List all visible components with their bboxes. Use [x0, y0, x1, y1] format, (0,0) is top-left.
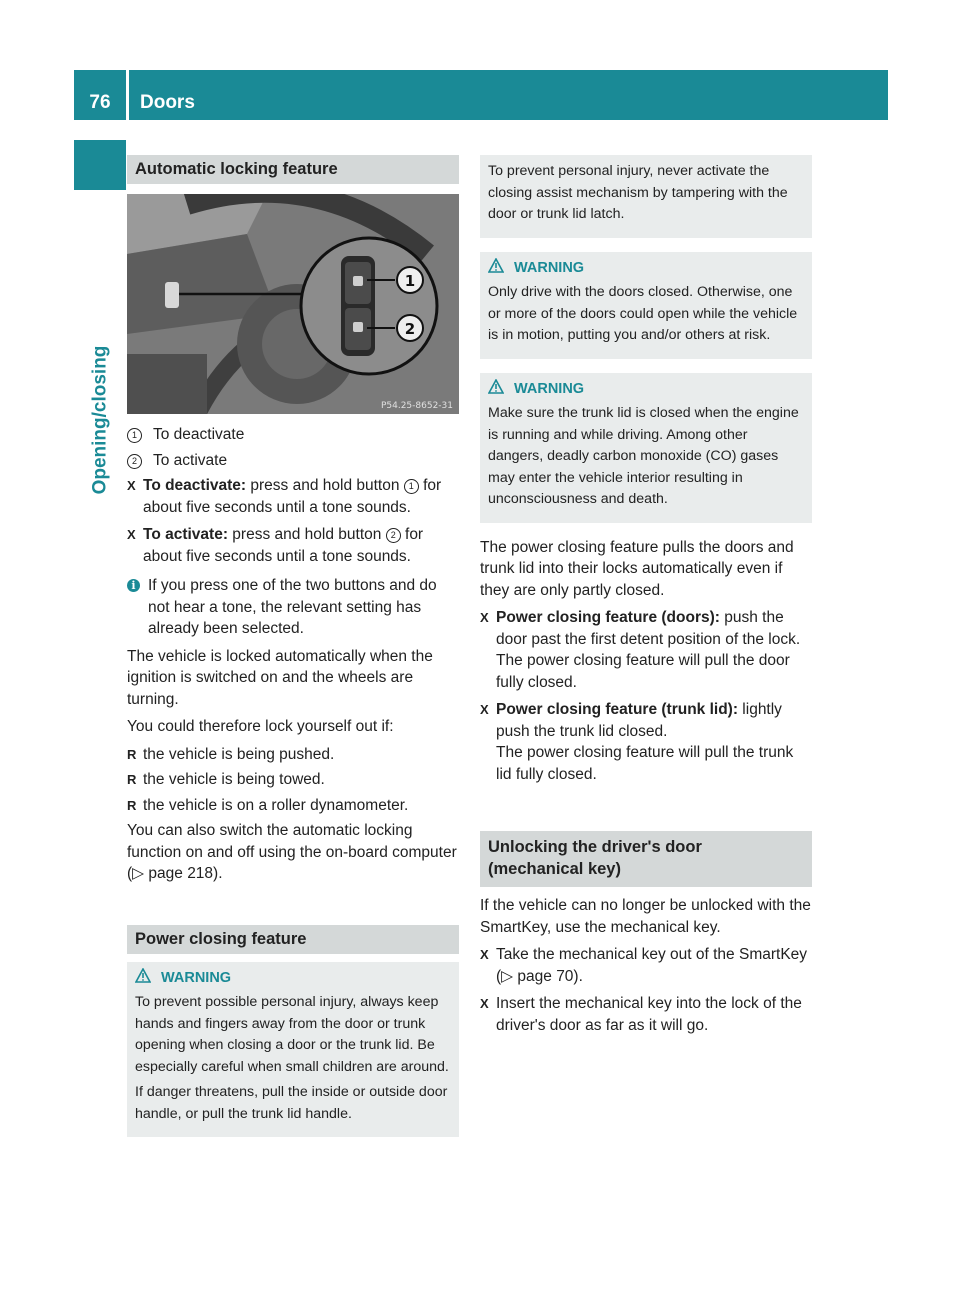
steering-wheel-figure — [127, 194, 459, 414]
legend-item — [127, 450, 459, 472]
page-header — [74, 70, 888, 120]
warning-triangle-icon — [488, 379, 504, 402]
side-chapter-label: Opening/closing — [89, 345, 111, 495]
warning-text: Only drive with the doors closed. Otherwise, one or more of the doors could open while the vehicle is in motion, putting you and/or others at risk. — [488, 284, 798, 343]
paragraph: The power closing feature pulls the doors and trunk lid into their locks automatically even if they are only partly closed. — [480, 538, 794, 599]
step-arrow-icon: X — [480, 610, 489, 625]
page-number: 76 — [89, 92, 111, 113]
paragraph: The vehicle is locked automatically when the ignition is switched on and the wheels are turning. — [127, 647, 433, 708]
warning-label: WARNING — [514, 260, 585, 276]
section-title-power-closing: Power closing feature — [127, 925, 459, 954]
instruction-step: X To activate: press and hold button 2 for about five seconds until a tone sounds. — [127, 524, 459, 567]
steering-wheel-illustration — [127, 194, 459, 414]
step-arrow-icon: X — [480, 996, 489, 1011]
bullet-icon: R — [127, 772, 137, 787]
list-item: R the vehicle is being pushed. — [127, 744, 459, 766]
warning-box — [127, 962, 459, 1138]
instruction-step: X Power closing feature (doors): push the door past the first detent position of the lock. The power closing feature will pull the door fully closed. — [480, 607, 812, 693]
section-title-unlocking-drivers-door: Unlocking the driver's door (mechanical key) — [480, 831, 812, 887]
warning-triangle-icon — [488, 258, 504, 281]
paragraph: If the vehicle can no longer be unlocked with the SmartKey, use the mechanical key. — [480, 897, 811, 936]
step-arrow-icon: X — [480, 947, 489, 962]
warning-box-continued — [480, 155, 812, 238]
instruction-step: X Power closing feature (trunk lid): lightly push the trunk lid closed. The power closing feature will pull the trunk lid fully closed. — [480, 699, 812, 785]
callout-number: 2 — [127, 454, 142, 469]
right-column — [480, 155, 812, 1042]
warning-text: To prevent personal injury, never activate the closing assist mechanism by tampering with the door or trunk lid latch. — [488, 163, 788, 222]
info-note — [127, 575, 459, 640]
legend-text: To deactivate — [153, 426, 245, 443]
callout-number: 1 — [127, 428, 142, 443]
warning-box — [480, 252, 812, 359]
figure-code: P54.25-8652-31 — [380, 401, 453, 411]
warning-label: WARNING — [161, 970, 232, 986]
info-icon: i — [127, 579, 140, 592]
warning-label: WARNING — [514, 381, 585, 397]
figure-callout-2: 2 — [404, 320, 416, 338]
side-tab — [74, 140, 126, 190]
paragraph: You can also switch the automatic locking function on and off using the on-board computer (▷ page 218). — [127, 822, 457, 882]
bullet-icon: R — [127, 746, 137, 762]
paragraph: You could therefore lock yourself out if: — [127, 718, 394, 735]
warning-box — [480, 373, 812, 523]
page-ref-arrow-icon: ▷ — [132, 865, 145, 882]
instruction-step: X Take the mechanical key out of the SmartKey (▷ page 70). — [480, 944, 812, 987]
instruction-step: X To deactivate: press and hold button 1 for about five seconds until a tone sounds. — [127, 475, 459, 518]
legend-item — [127, 424, 459, 446]
section-title-automatic-locking: Automatic locking feature — [127, 155, 459, 184]
header-divider — [126, 70, 129, 120]
warning-text: If danger threatens, pull the inside or outside door handle, or pull the trunk lid handle. — [135, 1084, 448, 1122]
figure-callout-1: 1 — [404, 272, 416, 290]
warning-text: Make sure the trunk lid is closed when the engine is running and while driving. Among other dangers, deadly carbon monoxide (CO) gases may enter the vehicle interior resulting in unconsciousness and death. — [488, 405, 799, 507]
instruction-step: X Insert the mechanical key into the lock of the driver's door as far as it will go. — [480, 993, 812, 1036]
step-arrow-icon: X — [480, 702, 489, 717]
list-item: R the vehicle is being towed. — [127, 769, 459, 791]
bullet-icon: R — [127, 797, 137, 813]
page-title: Doors — [140, 92, 195, 113]
step-arrow-icon: X — [127, 478, 136, 493]
left-column — [127, 155, 459, 1151]
warning-triangle-icon — [135, 968, 151, 991]
page-ref-arrow-icon: ▷ — [501, 967, 514, 985]
warning-text: To prevent possible personal injury, always keep hands and fingers away from the door or trunk opening when closing a door or the trunk lid. Be especially careful when small children are around. — [135, 994, 449, 1075]
list-item: R the vehicle is on a roller dynamometer. — [127, 795, 459, 817]
note-text: If you press one of the two buttons and do not hear a tone, the relevant setting has already been selected. — [148, 577, 437, 637]
step-arrow-icon: X — [127, 527, 136, 542]
legend-text: To activate — [153, 451, 228, 469]
